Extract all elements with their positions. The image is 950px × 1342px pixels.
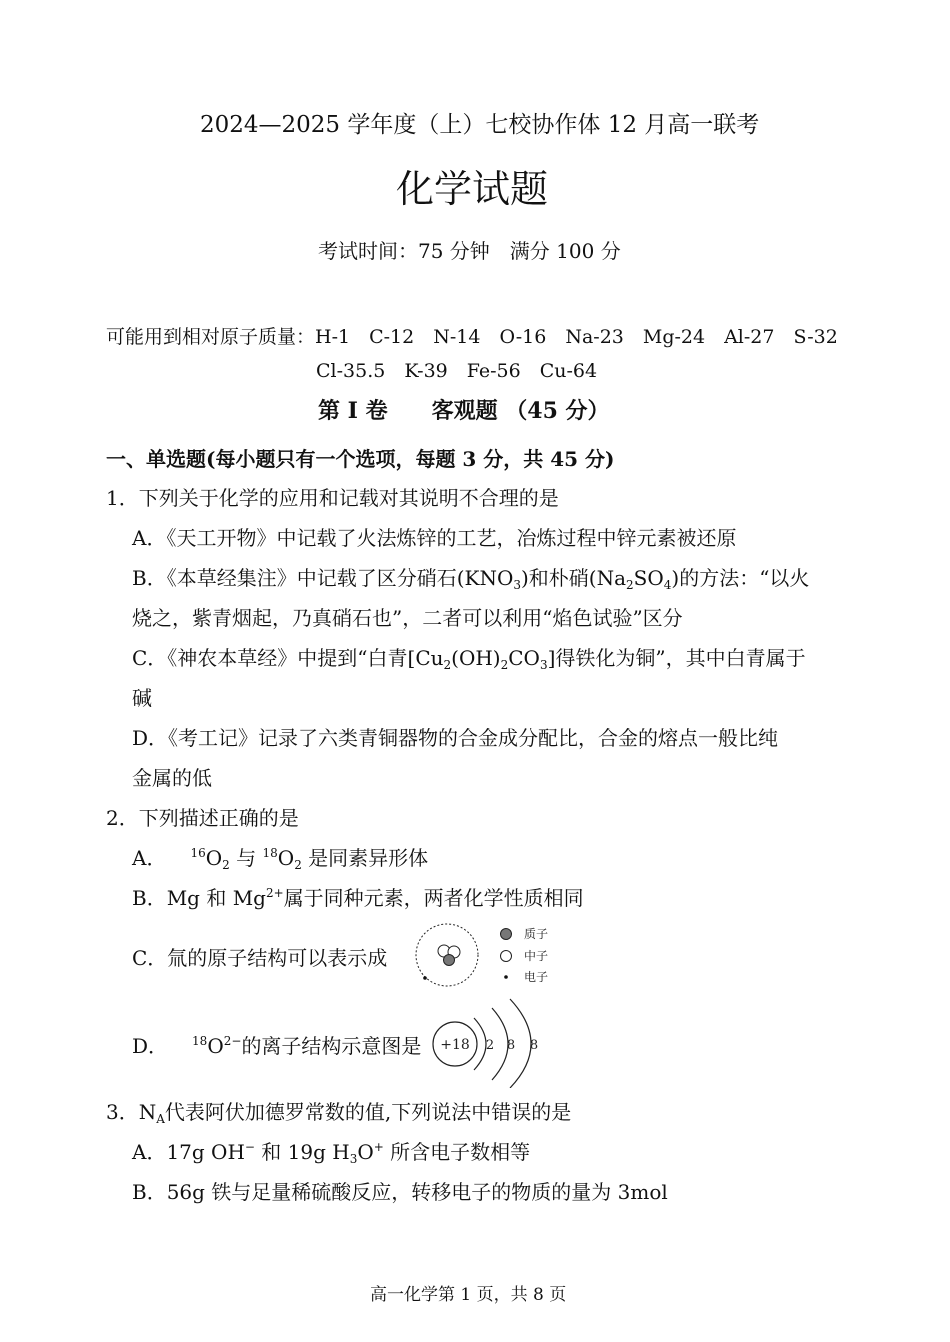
legend-proton-icon [501, 929, 512, 940]
q1-b-text-3: SO [633, 566, 664, 590]
volume-title: 第 I 卷 客观题 （45 分） [318, 398, 610, 424]
legend-electron-icon [504, 975, 508, 979]
exam-line: 2024—2025 学年度（上）七校协作体 12 月高一联考 [200, 112, 760, 138]
q1-option-b-line2: 烧之，紫青烟起，乃真硝石也”，二者可以利用“焰色试验”区分 [132, 606, 683, 630]
q2-option-c: C．氚的原子结构可以表示成 [132, 946, 388, 970]
q2-d-post: 的离子结构示意图是 [241, 1034, 422, 1058]
q3-a-text-2: 和 19g H [254, 1140, 350, 1164]
q2-a-label: A． [132, 846, 167, 870]
q2-option-a [132, 842, 428, 871]
legend-electron-label: 电子 [524, 970, 549, 984]
electron-shell-1 [474, 1018, 486, 1070]
q1-b-sub-2: 2 [626, 578, 634, 592]
q3-stem-pre: 3．N [106, 1100, 157, 1124]
q3-a-sup-1: − [244, 1140, 255, 1154]
q1-option-b [132, 562, 809, 591]
q3-a-sup-2: + [373, 1140, 384, 1154]
q1-b-sub-1: 3 [513, 578, 521, 592]
masses-row-2: Cl-35.5 K-39 Fe-56 Cu-64 [316, 360, 598, 382]
q3-option-b: B．56g 铁与足量稀硫酸反应，转移电子的物质的量为 3mol [132, 1180, 668, 1204]
q1-c-sub-1: 2 [443, 658, 452, 672]
q1-option-c [132, 642, 806, 671]
q1-c-text-1: C．《神农本草经》中提到“白青[Cu [132, 646, 444, 670]
q1-c-text-2: (OH) [451, 646, 501, 670]
q2-d-sup-2: 2− [223, 1034, 242, 1048]
q2-d-o: O [207, 1034, 224, 1058]
shell-2-count: 8 [506, 1038, 516, 1053]
q2-option-d [132, 1030, 421, 1059]
q3-option-a [132, 1136, 530, 1165]
q2-a-mid: 与 [229, 846, 263, 870]
q1-b-sub-3: 4 [663, 578, 672, 592]
page-footer: 高一化学第 1 页，共 8 页 [370, 1285, 567, 1305]
q2-b-sup: 2+ [265, 886, 284, 900]
q3-a-text-4: 所含电子数相等 [383, 1140, 531, 1164]
legend-neutron-icon [501, 951, 512, 962]
q1-option-c-line2: 碱 [132, 686, 152, 710]
q1-option-a: A．《天工开物》中记载了火法炼锌的工艺，冶炼过程中锌元素被还原 [132, 526, 737, 550]
ion-structure-diagram [428, 996, 553, 1088]
exam-time: 考试时间：75 分钟 满分 100 分 [318, 239, 621, 263]
q3-stem [106, 1096, 571, 1125]
q3-a-sub: 3 [349, 1152, 358, 1166]
q2-a-sup-1: 16 [190, 846, 206, 860]
tritium-diagram [412, 920, 562, 990]
shell-1-count: 2 [485, 1038, 495, 1053]
q1-b-text-1: B．《本草经集注》中记载了区分硝石(KNO [132, 566, 514, 590]
q1-option-d: D．《考工记》记录了六类青铜器物的合金成分配比，合金的熔点一般比纯 [132, 726, 779, 750]
masses-label: 可能用到相对原子质量： [106, 326, 316, 348]
q2-a-sup-2: 18 [262, 846, 278, 860]
section-title: 一、单选题(每小题只有一个选项，每题 3 分，共 45 分) [106, 447, 615, 471]
q2-stem: 2．下列描述正确的是 [106, 806, 299, 830]
page-title: 化学试题 [396, 167, 549, 211]
q3-stem-sub: A [156, 1112, 165, 1126]
q1-c-sub-3: 3 [539, 658, 548, 672]
q1-stem: 1．下列关于化学的应用和记载对其说明不合理的是 [106, 486, 559, 510]
q2-option-b [132, 882, 584, 911]
nucleus-charge: +18 [440, 1037, 470, 1053]
q1-c-text-3: CO [508, 646, 540, 670]
q1-b-text-4: )的方法：“以火 [671, 566, 810, 590]
q3-a-text-1: A．17g OH [132, 1140, 245, 1164]
q2-d-label: D． [132, 1034, 169, 1058]
q3-a-text-3: O [357, 1140, 374, 1164]
shell-3-count: 8 [529, 1038, 539, 1053]
electron-shell-2 [492, 1008, 508, 1080]
legend-neutron-label: 中子 [524, 949, 549, 963]
masses-values-1: H-1 C-12 N-14 O-16 Na-23 Mg-24 Al-27 S-32 [315, 326, 838, 348]
legend-proton-label: 质子 [524, 927, 549, 941]
q1-c-text-4: ]得铁化为铜”，其中白青属于 [547, 646, 806, 670]
q2-a-post: 是同素异形体 [301, 846, 429, 870]
q3-stem-post: 代表阿伏加德罗常数的值,下列说法中错误的是 [164, 1100, 572, 1124]
masses-row-1 [106, 322, 838, 349]
q2-a-o-2: O [277, 846, 295, 870]
electron [423, 976, 427, 980]
proton [444, 955, 455, 966]
q2-b-text-1: B．Mg 和 Mg [132, 886, 266, 910]
q2-a-o-1: O [205, 846, 223, 870]
q1-c-sub-2: 2 [500, 658, 509, 672]
q2-d-sup-1: 18 [192, 1034, 208, 1048]
q2-b-text-2: 属于同种元素，两者化学性质相同 [283, 886, 584, 910]
q2-a-sub-2: 2 [294, 858, 302, 872]
q1-b-text-2: )和朴硝(Na [520, 566, 627, 590]
q2-a-sub-1: 2 [222, 858, 230, 872]
q1-option-d-line2: 金属的低 [132, 766, 212, 790]
